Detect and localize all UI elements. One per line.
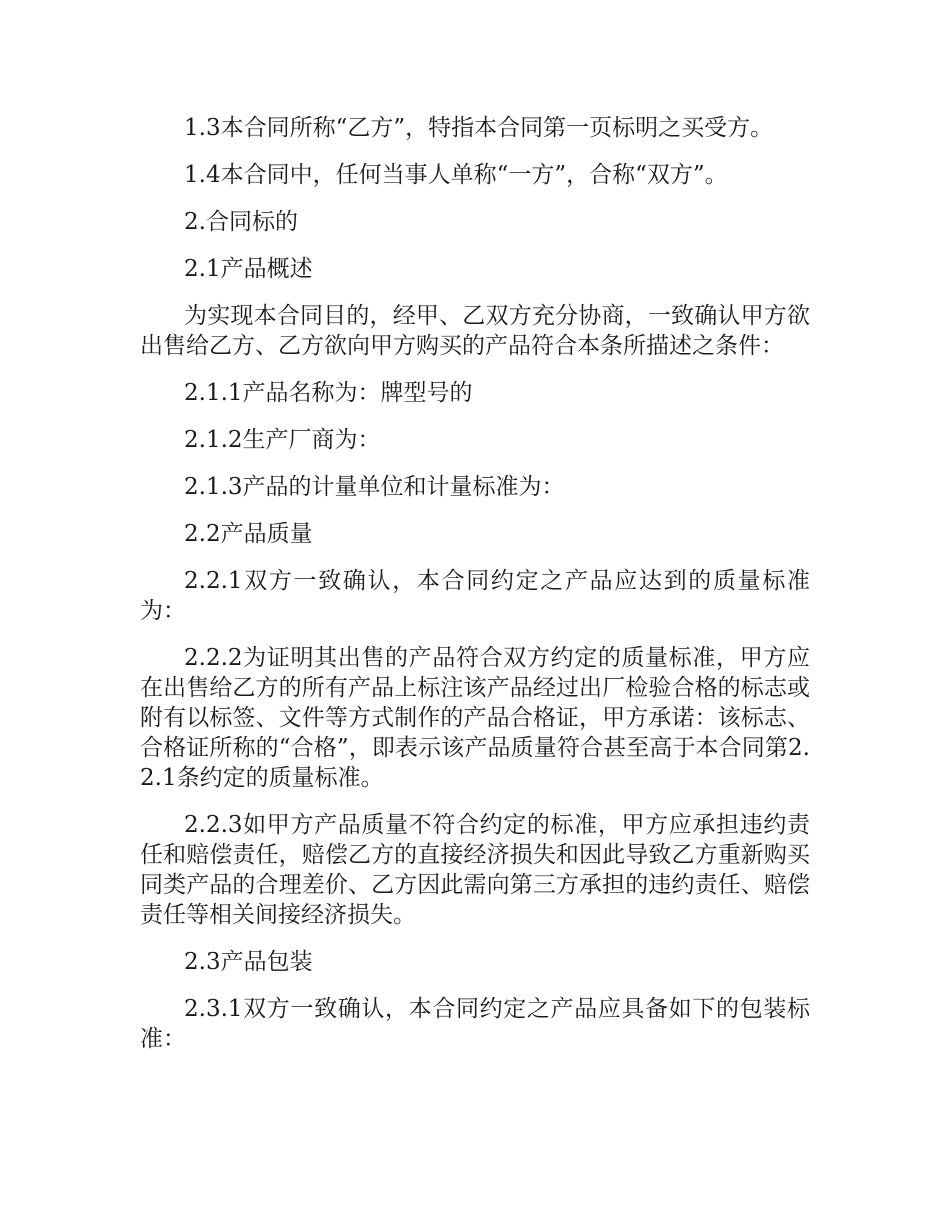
section-heading-2-2: 2.2产品质量 bbox=[184, 521, 313, 547]
section-heading-2-1: 2.1产品概述 bbox=[184, 256, 313, 282]
clause-2-1-1: 2.1.1产品名称为：牌型号的 bbox=[184, 380, 473, 406]
clause-2-1-3: 2.1.3产品的计量单位和计量标准为： bbox=[184, 474, 565, 500]
clause-1-3: 1.3本合同所称“乙方”，特指本合同第一页标明之买受方。 bbox=[184, 115, 774, 141]
clause-2-2-2: 2.2.2为证明其出售的产品符合双方约定的质量标准，甲方应在出售给乙方的所有产品上标注该产品经过出厂检验合格的标志或附有以标签、文件等方式制作的产品合格证，甲方承诺：该标志、合格证所称的“合格”，即表示该产品质量符合甚至高于本合同第2.2.1条约定的质量标准。 bbox=[140, 645, 810, 791]
clause-2-2-1: 2.2.1双方一致确认，本合同约定之产品应达到的质量标准为： bbox=[140, 568, 810, 624]
clause-2-1-2: 2.1.2生产厂商为： bbox=[184, 427, 381, 453]
section-heading-2-3: 2.3产品包装 bbox=[184, 949, 313, 975]
clause-2-2-3: 2.2.3如甲方产品质量不符合约定的标准，甲方应承担违约责任和赔偿责任，赔偿乙方的直接经济损失和因此导致乙方重新购买同类产品的合理差价、乙方因此需向第三方承担的违约责任、赔偿责任等相关间接经济损失。 bbox=[140, 812, 810, 928]
clause-2-1-intro: 为实现本合同目的，经甲、乙双方充分协商，一致确认甲方欲出售给乙方、乙方欲向甲方购买的产品符合本条所描述之条件： bbox=[140, 303, 810, 359]
document-body bbox=[140, 113, 810, 1071]
clause-2-3-1: 2.3.1双方一致确认，本合同约定之产品应具备如下的包装标准： bbox=[140, 996, 810, 1052]
clause-1-4: 1.4本合同中，任何当事人单称“一方”，合称“双方”。 bbox=[184, 162, 728, 188]
section-heading-2: 2.合同标的 bbox=[184, 209, 298, 235]
